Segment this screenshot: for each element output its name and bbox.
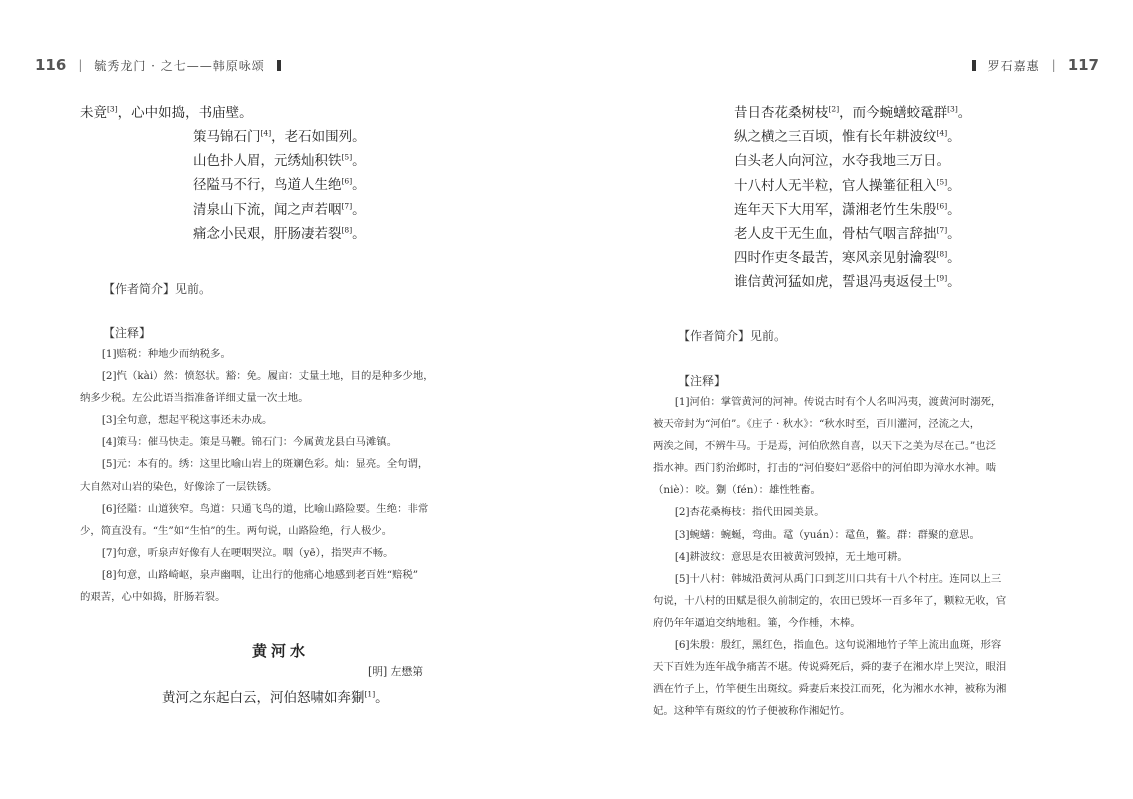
note-line: [7]句意，听泉声好像有人在哽咽哭泣。咽（yē），指哭声不畅。 xyxy=(101,546,394,559)
running-title: 罗石嘉惠 xyxy=(987,58,1040,73)
page-number: 116 xyxy=(35,56,67,74)
note-line: 纳多少税。左公此语当指准备详细丈量一次土地。 xyxy=(80,392,309,405)
header-separator: | xyxy=(1051,58,1056,72)
header-mark xyxy=(277,60,281,71)
poem-line: 昔日杏花桑树枝[2]，而今蜿蟮蛟鼋群[3]。 xyxy=(734,104,972,121)
poem-line: 山色扑人眉，元绣灿积铁[5]。 xyxy=(193,152,366,170)
right-page xyxy=(566,0,1133,799)
note-line: 被天帝封为“河伯”。《庄子 · 秋水》：“秋水时至，百川灌河，泾流之大， xyxy=(653,418,981,431)
note-line: [1]赔税：种地少而纳税多。 xyxy=(101,348,231,360)
note-line: [1]河伯：掌管黄河的河神。传说古时有个人名叫冯夷，渡黄河时溺死， xyxy=(674,396,1002,408)
note-line: [3]蜿蟮：蜿蜒，弯曲。鼋（yuán）：鼋鱼，鳖。群：群聚的意思。 xyxy=(674,528,980,541)
poem2-line: 黄河之东起白云，河伯怒啸如奔猘[1]。 xyxy=(162,689,389,706)
header-separator: | xyxy=(78,58,83,72)
poem-line: 谁信黄河猛如虎，誓退冯夷返侵土[9]。 xyxy=(734,273,961,291)
note-line: 大自然对山岩的染色，好像涂了一层铁锈。 xyxy=(80,480,278,493)
right-header xyxy=(960,56,1099,74)
poem-line: 白头老人向河泣，水夺我地三万日。 xyxy=(734,153,950,170)
running-title: 毓秀龙门 · 之七——韩原咏颂 xyxy=(94,58,265,73)
poem-line: 径隘马不行，鸟道人生绝[6]。 xyxy=(193,176,366,194)
left-header xyxy=(35,56,293,74)
note-line: [5]元：本有的。绣：这里比喻山岩上的斑斓色彩。灿：显亮。全句谓， xyxy=(101,458,429,471)
header-mark xyxy=(972,60,976,71)
poem-stanza xyxy=(193,125,366,246)
poem-line: 十八村人无半粒，官人操箠征租入[5]。 xyxy=(734,177,961,194)
poem-title: 黄河水 xyxy=(252,642,310,660)
note-line: [8]句意，山路崎岖，泉声幽咽，让出行的他痛心地感到老百姓“赔税” xyxy=(101,568,419,581)
note-line: 的艰苦，心中如捣，肝肠若裂。 xyxy=(80,591,226,604)
notes-list xyxy=(80,343,490,608)
poem-line: 老人皮干无生血，骨枯气咽言辞拙[7]。 xyxy=(734,225,961,243)
note-line: [2]杏花桑梅枝：指代田园美景。 xyxy=(674,506,825,519)
note-line: 少，简直没有。“生”如“生怕”的生。两句说，山路险绝，行人极少。 xyxy=(80,524,393,537)
poem-author: [明] 左懋第 xyxy=(368,665,424,678)
poem-line: 清泉山下流，闻之声若咽[7]。 xyxy=(193,201,366,218)
poem-line: 痛念小民艰，肝肠凄若裂[8]。 xyxy=(193,225,366,242)
note-line: 府仍年年逼迫交纳地租。箠，今作棰，木棒。 xyxy=(653,616,861,629)
notes-header: 【注释】 xyxy=(678,374,727,388)
author-intro: 【作者简介】见前。 xyxy=(678,329,787,343)
notes-list xyxy=(653,391,1063,722)
page-number: 117 xyxy=(1067,56,1099,74)
note-line: [4]耕波纹：意思是农田被黄河毁掉，无土地可耕。 xyxy=(674,550,908,563)
note-line: [5]十八村：韩城沿黄河从禹门口到芝川口共有十八个村庄。连同以上三 xyxy=(674,572,1002,585)
note-line: 两涘之间，不辨牛马。于是焉，河伯欣然自喜，以天下之美为尽在己。”也泛 xyxy=(653,440,996,453)
poem-line: 四时作吏冬最苦，寒风亲见射瀹裂[8]。 xyxy=(734,249,961,267)
note-line: 洒在竹子上，竹竿便生出斑纹。舜妻后来投江而死，化为湘水水神，被称为湘 xyxy=(653,683,1007,696)
poem-line: 策马锦石门[4]，老石如围列。 xyxy=(193,128,366,145)
note-line: [3]全句意，想起平税这事还未办成。 xyxy=(101,414,273,427)
note-line: 天下百姓为连年战争痛苦不堪。传说舜死后，舜的妻子在湘水岸上哭泣，眼泪 xyxy=(653,661,1007,674)
note-line: [6]径隘：山道狭窄。鸟道：只通飞鸟的道，比喻山路险要。生绝：非常 xyxy=(101,502,429,515)
notes-header: 【注释】 xyxy=(103,326,152,340)
note-line: [2]忾（kài）然：愤怒状。豁：免。履亩：丈量土地，目的是种多少地， xyxy=(101,370,434,383)
note-line: （niè）：咬。猘（fén）：雄性牲畜。 xyxy=(653,484,821,497)
poem-line: 纵之横之三百顷，惟有长年耕波纹[4]。 xyxy=(734,128,961,146)
note-line: [4]策马：催马快走。策是马鞭。锦石门：今属黄龙县白马滩镇。 xyxy=(101,436,398,449)
poem-stanza xyxy=(734,101,971,295)
poem-first-line: 未竟[3]，心中如捣，书庙壁。 xyxy=(80,104,253,121)
note-line: 句说，十八村的田赋是很久前制定的，农田已毁坏一百多年了，颗粒无收，官 xyxy=(653,594,1007,607)
left-page xyxy=(0,0,566,799)
poem-line: 连年天下大用军，潇湘老竹生朱殷[6]。 xyxy=(734,201,961,218)
author-intro: 【作者简介】见前。 xyxy=(103,282,212,296)
note-line: 妃。这种竿有斑纹的竹子便被称作湘妃竹。 xyxy=(653,705,851,718)
note-line: 指水神。西门豹治邺时，打击的“河伯娶妇”恶俗中的河伯即为漳水水神。啮 xyxy=(653,462,997,475)
note-line: [6]朱殷：殷红，黑红色，指血色。这句说湘地竹子竿上流出血斑，形容 xyxy=(674,639,1002,652)
